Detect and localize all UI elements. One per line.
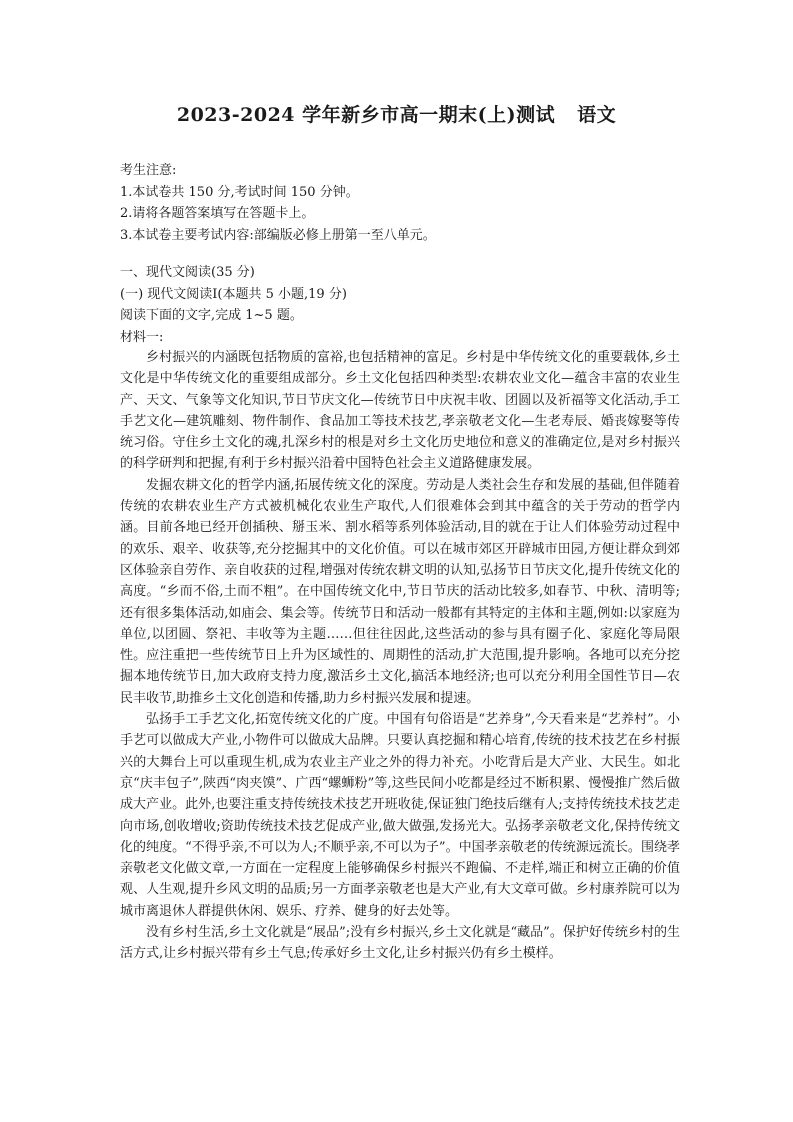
notice-heading: 考生注意:: [120, 163, 177, 178]
paragraph: 没有乡村生活,乡土文化就是“展品”;没有乡村振兴,乡土文化就是“藏品”。保护好传统乡村的生活方式,让乡村振兴带有乡土气息;传承好乡土文化,让乡村振兴仍有乡土模样。: [120, 925, 680, 962]
reading-material: [120, 347, 680, 965]
title-main: 2023-2024 学年新乡市高一期末(上)测试: [176, 104, 556, 126]
notice-item-1: 1.本试卷共 150 分,考试时间 150 分钟。: [120, 184, 359, 200]
reading-instruction: 阅读下面的文字,完成 1~5 题。: [120, 308, 303, 323]
material-label: 材料一:: [120, 329, 164, 345]
title-subject: 语文: [577, 104, 617, 126]
notice-item-3: 3.本试卷主要考试内容:部编版必修上册第一至八单元。: [120, 227, 436, 243]
paragraph: 发掘农耕文化的哲学内涵,拓展传统文化的深度。劳动是人类社会生存和发展的基础,但伴随着传统的农耕农业生产方式被机械化农业生产取代,人们很难体会到其中蕴含的关于劳动的哲学内涵。目前各地已经开创插秧、掰玉米、割水稻等系列体验活动,目的就在于让人们体验劳动过程中的欢乐、艰辛、收获等,充分挖掘其中的文化价值。可以在城市郊区开辟城市田园,方便让群众到郊区体验亲自劳作、亲自收获的过程,增强对传统农耕文明的认知,弘扬节日节庆文化,提升传统文化的高度。“乡而不俗,土而不粗”。在中国传统文化中,节日节庆的活动比较多,如春节、中秋、清明等;还有很多集体活动,如庙会、集会等。传统节日和活动一般都有其特定的主体和主题,例如:以家庭为单位,以团圆、祭祀、丰收等为主题……但往往因此,这些活动的参与具有圈子化、家庭化等局限性。应注重把一些传统节日上升为区域性的、周期性的活动,扩大范围,提升影响。各地可以充分挖掘本地传统节日,加大政府支持力度,激活乡土文化,搞活本地经济;也可以充分利用全国性节日—农民丰收节,助推乡土文化创造和传播,助力乡村振兴发展和提速。: [120, 477, 680, 706]
part-heading: 一、现代文阅读(35 分): [120, 265, 255, 280]
document-title: [0, 100, 793, 127]
section-header: [120, 262, 680, 348]
subsection-heading: (一) 现代文阅读Ⅰ(本题共 5 小题,19 分): [120, 286, 347, 302]
exam-notice: [120, 160, 680, 246]
notice-item-2: 2.请将各题答案填写在答题卡上。: [120, 206, 315, 221]
paragraph: 乡村振兴的内涵既包括物质的富裕,也包括精神的富足。乡村是中华传统文化的重要载体,乡土文化是中华传统文化的重要组成部分。乡土文化包括四种类型:农耕农业文化—蕴含丰富的农业生产、天文、气象等文化知识,节日节庆文化—传统节日中庆祝丰收、团圆以及祈福等文化活动,手工手艺文化—建筑雕刻、物件制作、食品加工等技术技艺,孝亲敬老文化—生老寿辰、婚丧嫁娶等传统习俗。守住乡土文化的魂,扎深乡村的根是对乡土文化历史地位和意义的准确定位,是对乡村振兴的科学研判和把握,有利于乡村振兴沿着中国特色社会主义道路健康发展。: [120, 350, 680, 472]
paragraph: 弘扬手工手艺文化,拓宽传统文化的广度。中国有句俗语是“艺养身”,今天看来是“艺养村”。小手艺可以做成大产业,小物件可以做成大品牌。只要认真挖掘和精心培育,传统的技术技艺在乡村振兴的大舞台上可以重现生机,成为农业主产业之外的得力补充。小吃背后是大产业、大民生。如北京“庆丰包子”,陕西“肉夹馍”、广西“螺蛳粉”等,这些民间小吃都是经过不断积累、慢慢推广然后做成大产业。此外,也要注重支持传统技术技艺开班收徒,保证独门绝技后继有人;支持传统技术技艺走向市场,创收增收;资助传统技术技艺促成产业,做大做强,发扬光大。弘扬孝亲敬老文化,保持传统文化的纯度。“不得乎亲,不可以为人;不顺乎亲,不可以为子”。中国孝亲敬老的传统源远流长。围绕孝亲敬老文化做文章,一方面在一定程度上能够确保乡村振兴不跑偏、不走样,端正和树立正确的价值观、人生观,提升乡风文明的品质;另一方面孝亲敬老也是大产业,有大文章可做。乡村康养院可以为城市离退休人群提供休闲、娱乐、疗养、健身的好去处等。: [120, 712, 680, 919]
